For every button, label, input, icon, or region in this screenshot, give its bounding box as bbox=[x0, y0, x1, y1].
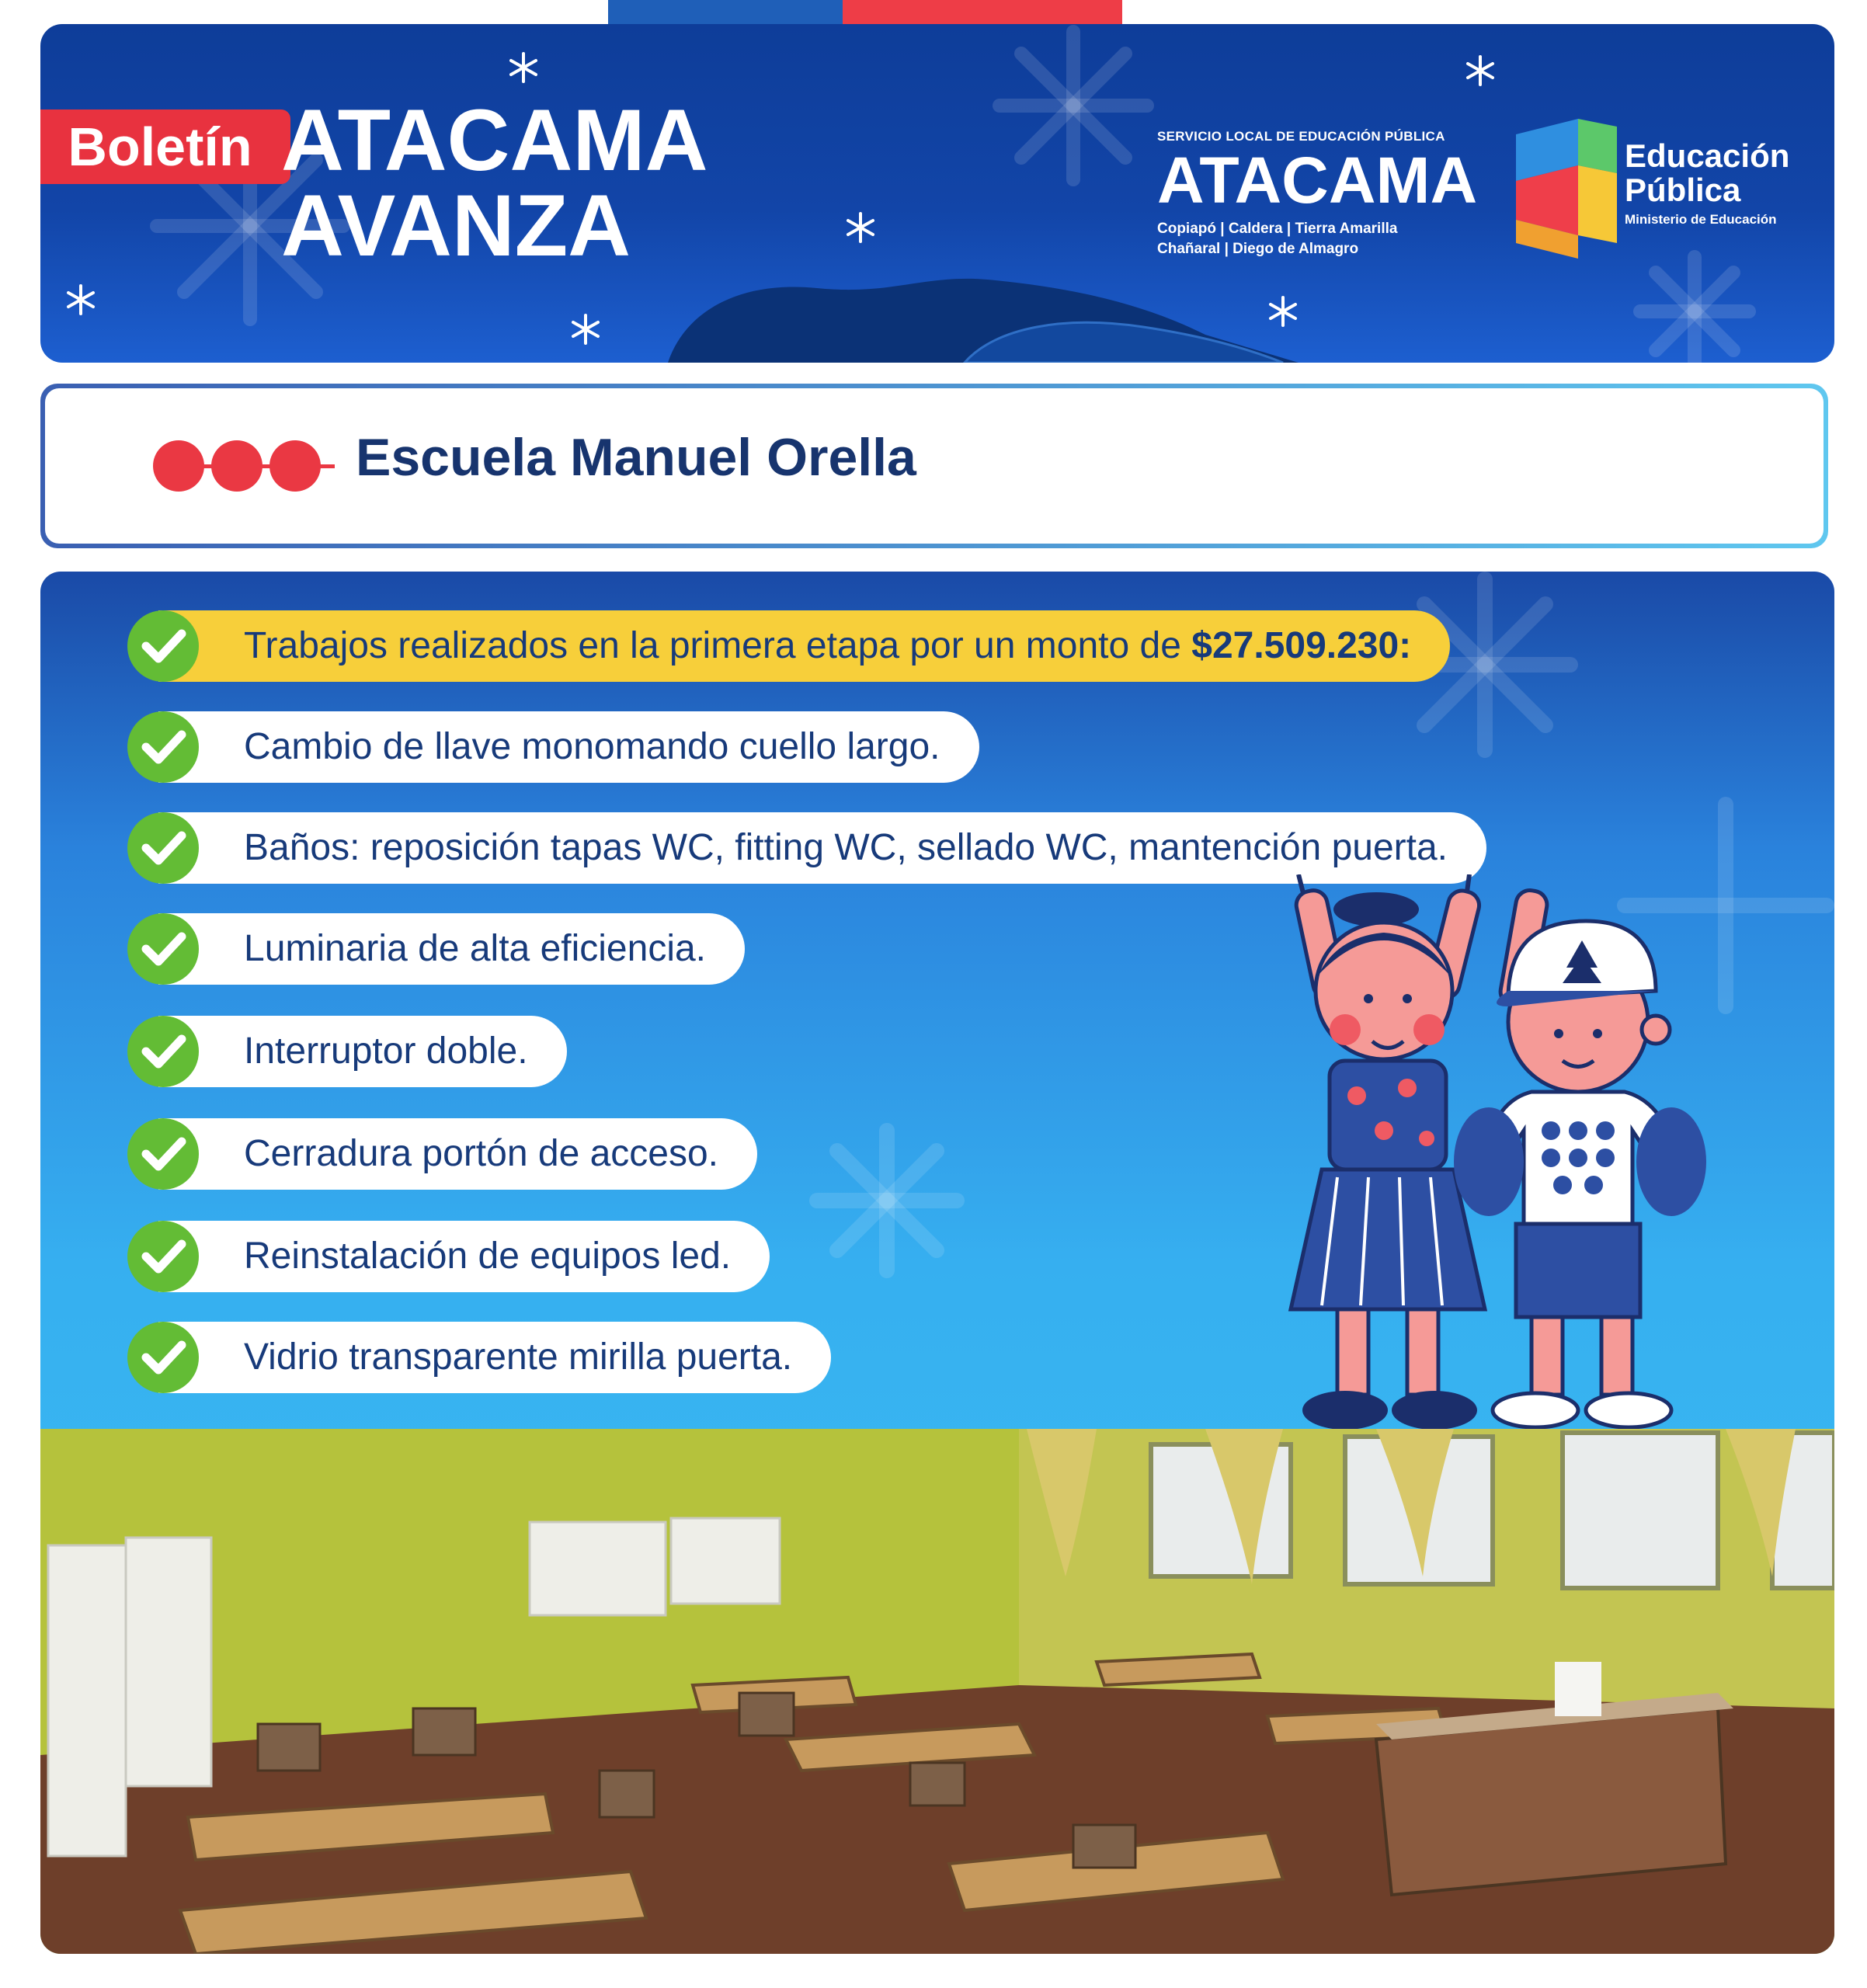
item-pill: Vidrio transparente mirilla puerta. bbox=[158, 1322, 831, 1393]
item-pill: Baños: reposición tapas WC, fitting WC, sellado WC, mantención puerta. bbox=[158, 812, 1486, 884]
item-pill bbox=[158, 610, 1450, 682]
header-banner bbox=[40, 24, 1834, 363]
kids-illustration bbox=[1252, 874, 1733, 1434]
title-line-1: ATACAMA bbox=[281, 92, 708, 189]
communes-line-2: Chañaral | Diego de Almagro bbox=[1157, 241, 1359, 257]
item-pill: Luminaria de alta eficiencia. bbox=[158, 913, 745, 985]
communes-line-1: Copiapó | Caldera | Tierra Amarilla bbox=[1157, 221, 1398, 237]
sle-small-text: SERVICIO LOCAL DE EDUCACIÓN PÚBLICA bbox=[1157, 129, 1445, 144]
three-dots-icon bbox=[148, 435, 349, 497]
sle-communes bbox=[1157, 219, 1477, 259]
check-icon bbox=[127, 711, 199, 783]
check-icon bbox=[127, 1221, 199, 1292]
ep-line-2: Pública bbox=[1625, 172, 1741, 208]
check-icon bbox=[127, 1322, 199, 1393]
educacion-publica-text bbox=[1625, 139, 1789, 228]
title-line-2: AVANZA bbox=[281, 177, 631, 274]
item-pill: Interruptor doble. bbox=[158, 1016, 567, 1087]
item-text: Trabajos realizados en la primera etapa por un monto de bbox=[244, 625, 1192, 666]
item-pill: Reinstalación de equipos led. bbox=[158, 1221, 770, 1292]
sle-atacama-logo bbox=[1157, 129, 1477, 259]
school-title-box bbox=[40, 384, 1828, 548]
check-icon bbox=[127, 1016, 199, 1087]
check-icon bbox=[127, 1118, 199, 1190]
item-pill: Cambio de llave monomando cuello largo. bbox=[158, 711, 979, 783]
ep-line-3: Ministerio de Educación bbox=[1625, 212, 1777, 227]
flag-stripe-red bbox=[843, 0, 1122, 24]
check-icon bbox=[127, 610, 199, 682]
works-panel bbox=[40, 572, 1834, 1954]
bulletin-badge: Boletín bbox=[40, 109, 290, 184]
sle-big-text: ATACAMA bbox=[1157, 144, 1478, 217]
boy-figure bbox=[1454, 888, 1706, 1427]
ep-line-1: Educación bbox=[1625, 137, 1790, 174]
school-name: Escuela Manuel Orella bbox=[356, 428, 916, 487]
check-icon bbox=[127, 913, 199, 985]
classroom-photo bbox=[40, 1429, 1834, 1954]
flag-stripe-blue bbox=[608, 0, 843, 24]
check-icon bbox=[127, 812, 199, 884]
school-title-inner bbox=[45, 388, 1824, 544]
bulletin-title bbox=[281, 92, 708, 274]
item-pill: Cerradura portón de acceso. bbox=[158, 1118, 757, 1190]
educacion-publica-logo-icon bbox=[1516, 119, 1617, 259]
amount-text: $27.509.230: bbox=[1191, 625, 1412, 666]
